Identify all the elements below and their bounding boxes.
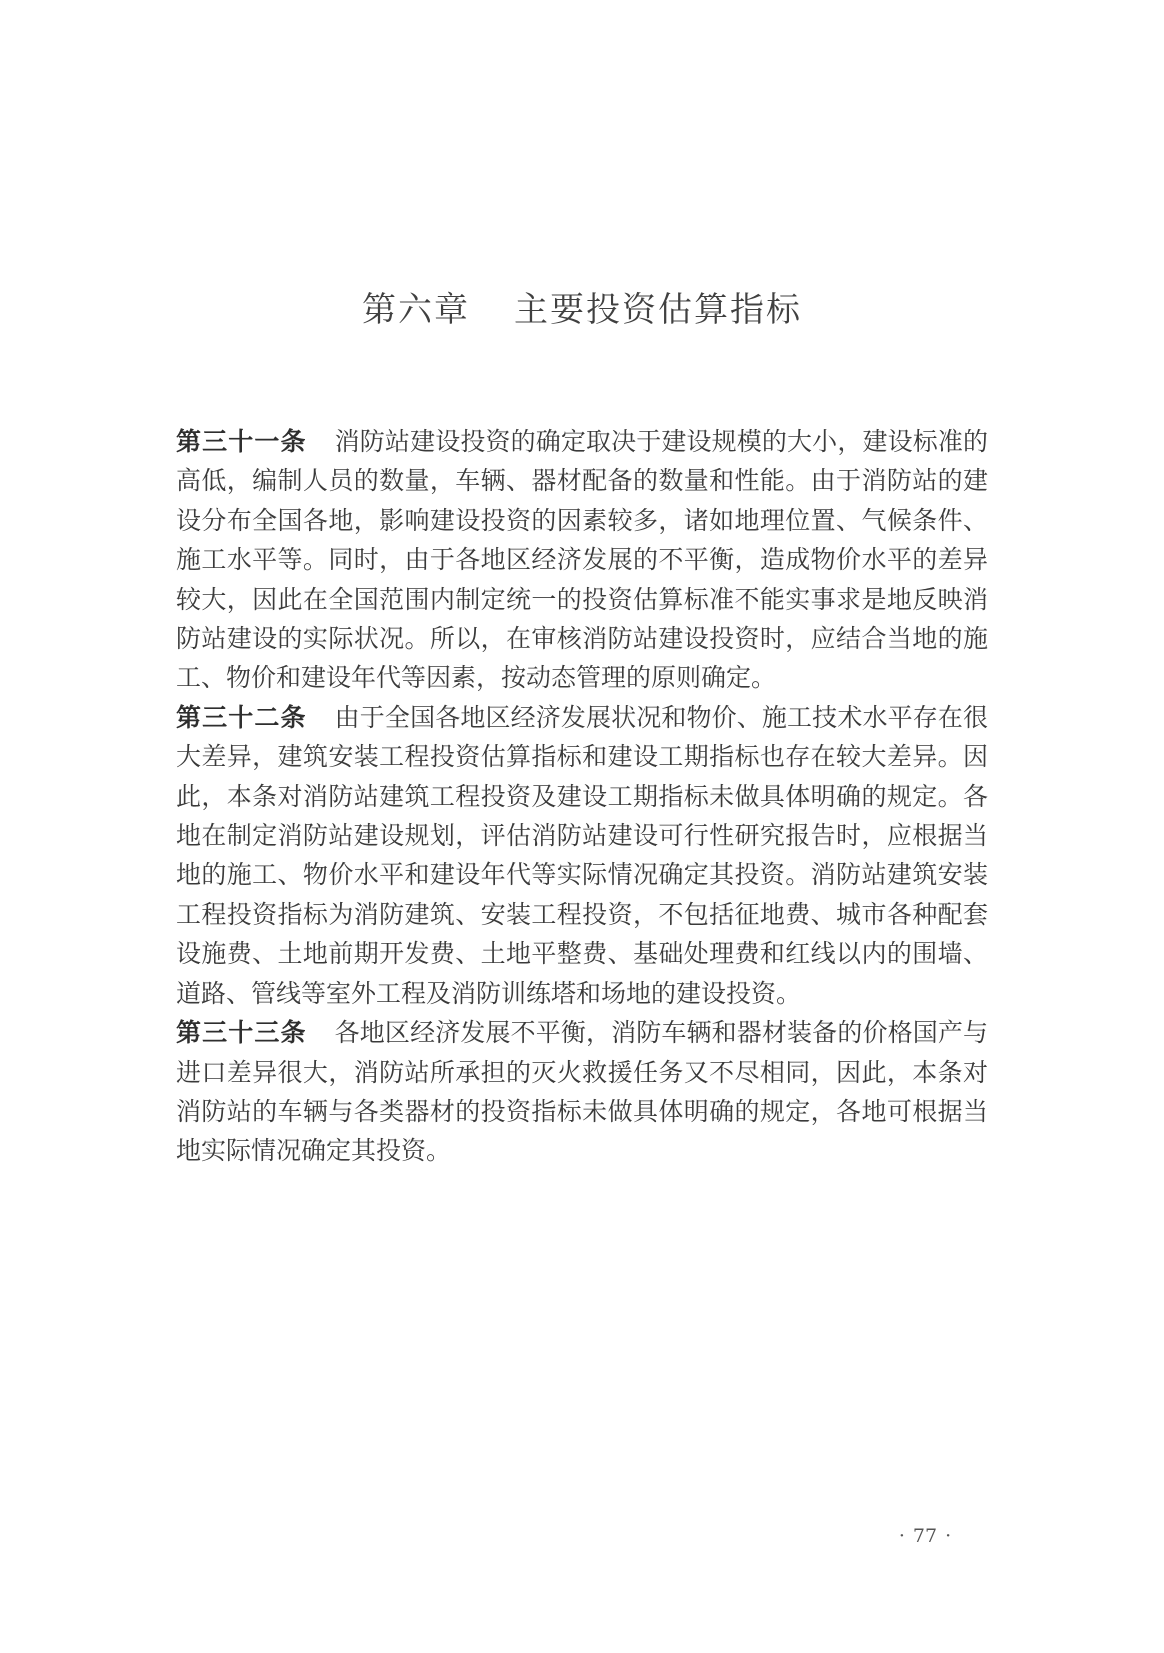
article-text: 由于全国各地区经济发展状况和物价、施工技术水平存在很大差异，建筑安装工程投资估算指标和建设工期指标也存在较大差异。因此，本条对消防站建筑工程投资及建设工期指标未做具体明确的规定。各地在制定消防站建设规划，评估消防站建设可行性研究报告时，应根据当地的施工、物价水平和建设年代等实际情况确定其投资。消防站建筑安装工程投资指标为消防建筑、安装工程投资，不包括征地费、城市各种配套设施费、土地前期开发费、土地平整费、基础处理费和红线以内的围墙、道路、管线等室外工程及消防训练塔和场地的建设投资。	[176, 702, 988, 1008]
chapter-body	[176, 422, 988, 1171]
article-label: 第三十三条	[176, 1018, 307, 1048]
article-label: 第三十一条	[176, 427, 307, 456]
page-number	[880, 1524, 970, 1548]
chapter-number: 第六章	[362, 290, 470, 330]
article-32	[176, 698, 988, 1013]
page-number-dot-right: ·	[945, 1525, 952, 1547]
page-number-dot-left: ·	[898, 1525, 905, 1547]
article-label: 第三十二条	[176, 702, 307, 732]
article-31	[176, 422, 988, 698]
page-number-value: 77	[912, 1525, 938, 1547]
article-text: 消防站建设投资的确定取决于建设规模的大小，建设标准的高低，编制人员的数量，车辆、器材配备的数量和性能。由于消防站的建设分布全国各地，影响建设投资的因素较多，诸如地理位置、气候条件、施工水平等。同时，由于各地区经济发展的不平衡，造成物价水平的差异较大，因此在全国范围内制定统一的投资估算标准不能实事求是地反映消防站建设的实际状况。所以，在审核消防站建设投资时，应结合当地的施工、物价和建设年代等因素，按动态管理的原则确定。	[176, 427, 988, 693]
article-text: 各地区经济发展不平衡，消防车辆和器材装备的价格国产与进口差异很大，消防站所承担的灭火救援任务又不尽相同，因此，本条对消防站的车辆与各类器材的投资指标未做具体明确的规定，各地可根据当地实际情况确定其投资。	[176, 1018, 988, 1166]
chapter-title: 主要投资估算指标	[514, 290, 802, 330]
chapter-heading	[0, 288, 1164, 332]
article-33	[176, 1013, 988, 1171]
